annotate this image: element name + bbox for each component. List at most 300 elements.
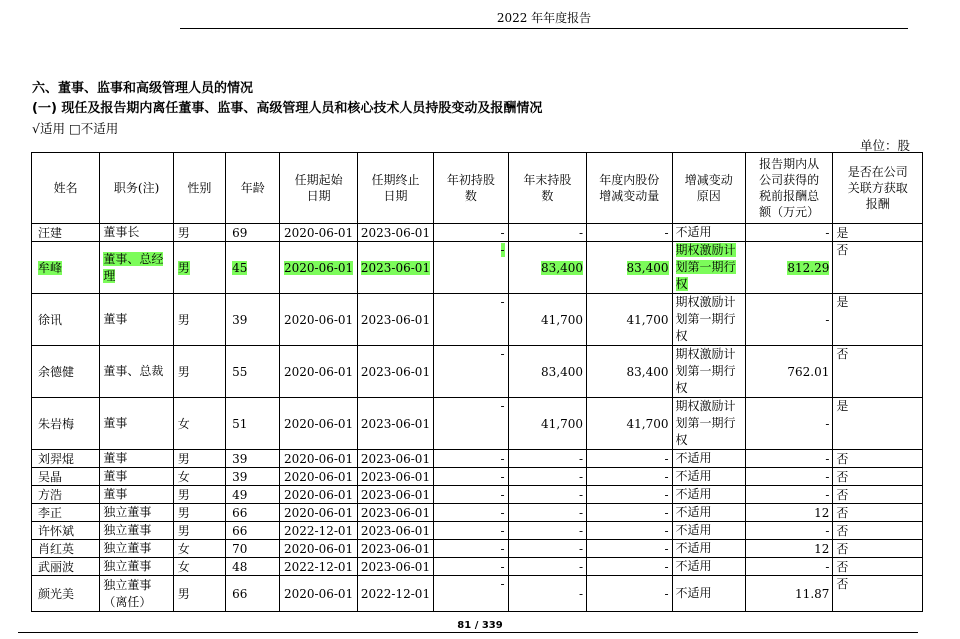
cell-text: 男 xyxy=(177,505,190,520)
compensation-cell xyxy=(745,468,832,486)
cell-text: - xyxy=(578,451,584,466)
cell-text: - xyxy=(578,523,584,538)
closing-shares-cell xyxy=(508,398,586,450)
related-party-cell xyxy=(833,540,923,558)
end-date-cell xyxy=(357,468,433,486)
change-reason-cell xyxy=(672,224,745,242)
related-party-cell xyxy=(833,468,923,486)
cell-text: 不适用 xyxy=(675,586,712,600)
cell-text: 否 xyxy=(836,559,849,574)
cell-text: 是 xyxy=(836,295,849,309)
cell-text: 不适用 xyxy=(675,451,712,465)
cell-text: 41,700 xyxy=(541,312,584,327)
opening-shares-cell xyxy=(434,242,508,294)
position-cell xyxy=(100,522,173,540)
cell-text: 董事 xyxy=(103,487,128,501)
change-reason-cell xyxy=(672,398,745,450)
table-row xyxy=(32,468,923,486)
gender-cell xyxy=(173,398,225,450)
cell-text: - xyxy=(664,505,669,520)
cell-text: - xyxy=(825,416,830,431)
share-change-cell xyxy=(587,504,672,522)
cell-text: 不适用 xyxy=(675,505,712,519)
related-party-cell xyxy=(833,486,923,504)
cell-text: 董事 xyxy=(103,451,128,465)
cell-text: 812.29 xyxy=(787,260,830,275)
cell-text: 83,400 xyxy=(626,364,669,379)
start-date-cell xyxy=(280,242,357,294)
compensation-cell xyxy=(745,522,832,540)
cell-text: 2020-06-01 xyxy=(283,416,354,431)
cell-text: 39 xyxy=(232,451,248,466)
cell-text: 否 xyxy=(836,505,849,520)
table-row xyxy=(32,294,923,346)
cell-text: 2022-12-01 xyxy=(360,586,431,601)
cell-text: - xyxy=(825,487,830,502)
cell-text: - xyxy=(578,469,584,484)
cell-text: 否 xyxy=(836,541,849,556)
cell-text: - xyxy=(500,559,505,574)
cell-text: 刘羿焜 xyxy=(38,451,75,466)
cell-text: 2020-06-01 xyxy=(283,586,354,601)
gender-cell xyxy=(173,576,225,612)
related-party-cell xyxy=(833,504,923,522)
cell-text: 41,700 xyxy=(626,312,669,327)
opening-shares-cell xyxy=(434,486,508,504)
cell-text: 男 xyxy=(177,451,190,466)
closing-shares-cell xyxy=(508,540,586,558)
cell-text: - xyxy=(825,451,830,466)
cell-text: 许怀斌 xyxy=(38,523,75,538)
name-cell xyxy=(32,558,100,576)
end-date-cell xyxy=(357,558,433,576)
header-cell: 性别 xyxy=(173,153,225,224)
cell-text: 69 xyxy=(232,225,248,240)
cell-text: - xyxy=(500,451,505,466)
cell-text: 2023-06-01 xyxy=(360,559,431,574)
cell-text: 徐讯 xyxy=(38,312,63,327)
opening-shares-cell xyxy=(434,398,508,450)
cell-text: 男 xyxy=(177,523,190,538)
cell-text: - xyxy=(500,541,505,556)
cell-text: - xyxy=(825,469,830,484)
cell-text: 董事、总裁 xyxy=(103,364,164,378)
share-change-cell xyxy=(587,346,672,398)
cell-text: 是 xyxy=(836,225,849,240)
closing-shares-cell xyxy=(508,450,586,468)
cell-text: 2022-12-01 xyxy=(283,559,354,574)
change-reason-cell xyxy=(672,450,745,468)
cell-text: 独立董事 xyxy=(103,505,152,519)
closing-shares-cell xyxy=(508,504,586,522)
table-row xyxy=(32,450,923,468)
cell-text: 不适用 xyxy=(675,469,712,483)
header-cell: 姓名 xyxy=(32,153,100,224)
share-change-cell xyxy=(587,450,672,468)
cell-text: - xyxy=(578,225,584,240)
table-row xyxy=(32,558,923,576)
cell-text: - xyxy=(825,225,830,240)
header-cell: 年初持股 数 xyxy=(434,153,508,224)
cell-text: 11.87 xyxy=(795,586,830,601)
cell-text: - xyxy=(578,541,584,556)
cell-text: 45 xyxy=(232,260,248,275)
applicability-note: √适用 □不适用 xyxy=(32,121,119,136)
header-cell: 职务(注) xyxy=(100,153,173,224)
cell-text: 55 xyxy=(232,364,248,379)
cell-text: 2023-06-01 xyxy=(360,416,431,431)
opening-shares-cell xyxy=(434,450,508,468)
age-cell xyxy=(226,486,280,504)
start-date-cell xyxy=(280,398,357,450)
cell-text: 董事 xyxy=(103,469,128,483)
compensation-cell xyxy=(745,224,832,242)
cell-text: 66 xyxy=(232,505,248,520)
cell-text: 2023-06-01 xyxy=(360,225,431,240)
position-cell xyxy=(100,294,173,346)
cell-text: 51 xyxy=(232,416,248,431)
header-cell: 任期起始 日期 xyxy=(280,153,357,224)
cell-text: 2023-06-01 xyxy=(360,469,431,484)
age-cell xyxy=(226,504,280,522)
cell-text: 48 xyxy=(232,559,248,574)
position-cell xyxy=(100,224,173,242)
closing-shares-cell xyxy=(508,468,586,486)
cell-text: 独立董事 xyxy=(103,541,152,555)
name-cell xyxy=(32,522,100,540)
cell-text: 2023-06-01 xyxy=(360,487,431,502)
closing-shares-cell xyxy=(508,294,586,346)
gender-cell xyxy=(173,242,225,294)
unit-label: 单位：股 xyxy=(859,138,910,153)
name-cell xyxy=(32,346,100,398)
cell-text: 2022-12-01 xyxy=(283,523,354,538)
cell-text: 董事 xyxy=(103,312,128,326)
section-heading: 六、董事、监事和高级管理人员的情况 xyxy=(32,81,254,96)
cell-text: 66 xyxy=(232,523,248,538)
cell-text: - xyxy=(664,523,669,538)
end-date-cell xyxy=(357,522,433,540)
gender-cell xyxy=(173,558,225,576)
compensation-cell xyxy=(745,504,832,522)
end-date-cell xyxy=(357,576,433,612)
closing-shares-cell xyxy=(508,486,586,504)
cell-text: 2020-06-01 xyxy=(283,364,354,379)
gender-cell xyxy=(173,522,225,540)
cell-text: 牟峰 xyxy=(38,260,63,275)
cell-text: 否 xyxy=(836,451,849,466)
end-date-cell xyxy=(357,346,433,398)
cell-text: 2020-06-01 xyxy=(283,505,354,520)
age-cell xyxy=(226,346,280,398)
cell-text: - xyxy=(664,225,669,240)
cell-text: 颜光美 xyxy=(38,586,75,601)
end-date-cell xyxy=(357,504,433,522)
table-row xyxy=(32,576,923,612)
cell-text: 李正 xyxy=(38,505,63,520)
shareholding-table xyxy=(31,152,923,612)
related-party-cell xyxy=(833,294,923,346)
end-date-cell xyxy=(357,540,433,558)
change-reason-cell xyxy=(672,486,745,504)
header-cell: 增减变动 原因 xyxy=(672,153,745,224)
related-party-cell xyxy=(833,346,923,398)
compensation-cell xyxy=(745,558,832,576)
opening-shares-cell xyxy=(434,576,508,612)
related-party-cell xyxy=(833,558,923,576)
table-header-row xyxy=(32,153,923,224)
cell-text: 男 xyxy=(177,260,190,275)
cell-text: 是 xyxy=(836,399,849,413)
cell-text: 12 xyxy=(814,505,830,520)
compensation-cell xyxy=(745,486,832,504)
table-row xyxy=(32,398,923,450)
cell-text: - xyxy=(578,586,584,601)
start-date-cell xyxy=(280,468,357,486)
cell-text: 期权激励计划第一期行权 xyxy=(675,295,736,343)
table-row xyxy=(32,346,923,398)
change-reason-cell xyxy=(672,522,745,540)
cell-text: - xyxy=(825,312,830,327)
cell-text: 肖红英 xyxy=(38,541,75,556)
name-cell xyxy=(32,294,100,346)
header-cell: 年末持股 数 xyxy=(508,153,586,224)
cell-text: - xyxy=(664,451,669,466)
cell-text: 否 xyxy=(836,243,849,257)
cell-text: - xyxy=(664,559,669,574)
start-date-cell xyxy=(280,294,357,346)
cell-text: 男 xyxy=(177,487,190,502)
closing-shares-cell xyxy=(508,242,586,294)
cell-text: 期权激励计划第一期行权 xyxy=(675,399,736,447)
cell-text: 否 xyxy=(836,469,849,484)
cell-text: 2023-06-01 xyxy=(360,312,431,327)
cell-text: 期权激励计划第一期行权 xyxy=(675,347,736,395)
cell-text: - xyxy=(500,505,505,520)
closing-shares-cell xyxy=(508,558,586,576)
compensation-cell xyxy=(745,540,832,558)
start-date-cell xyxy=(280,576,357,612)
cell-text: 女 xyxy=(177,541,190,556)
closing-shares-cell xyxy=(508,576,586,612)
cell-text: - xyxy=(664,586,669,601)
age-cell xyxy=(226,558,280,576)
header-cell: 任期终止 日期 xyxy=(357,153,433,224)
cell-text: 83,400 xyxy=(541,364,584,379)
cell-text: - xyxy=(825,523,830,538)
cell-text: 70 xyxy=(232,541,248,556)
cell-text: - xyxy=(500,225,505,240)
start-date-cell xyxy=(280,522,357,540)
cell-text: - xyxy=(578,505,584,520)
compensation-cell xyxy=(745,294,832,346)
cell-text: 2023-06-01 xyxy=(360,523,431,538)
share-change-cell xyxy=(587,540,672,558)
cell-text: 女 xyxy=(177,416,190,431)
share-change-cell xyxy=(587,468,672,486)
cell-text: 不适用 xyxy=(675,523,712,537)
cell-text: 2023-06-01 xyxy=(360,505,431,520)
change-reason-cell xyxy=(672,558,745,576)
change-reason-cell xyxy=(672,468,745,486)
cell-text: 否 xyxy=(836,347,849,361)
cell-text: 2023-06-01 xyxy=(360,541,431,556)
compensation-cell xyxy=(745,346,832,398)
position-cell xyxy=(100,540,173,558)
cell-text: 男 xyxy=(177,312,190,327)
cell-text: 2020-06-01 xyxy=(283,225,354,240)
gender-cell xyxy=(173,450,225,468)
gender-cell xyxy=(173,540,225,558)
name-cell xyxy=(32,576,100,612)
start-date-cell xyxy=(280,450,357,468)
opening-shares-cell xyxy=(434,346,508,398)
cell-text: - xyxy=(500,399,505,413)
position-cell xyxy=(100,346,173,398)
table-row xyxy=(32,224,923,242)
age-cell xyxy=(226,294,280,346)
start-date-cell xyxy=(280,540,357,558)
cell-text: 不适用 xyxy=(675,541,712,555)
cell-text: 董事长 xyxy=(103,225,140,239)
cell-text: 41,700 xyxy=(626,416,669,431)
footer-divider xyxy=(18,632,918,633)
age-cell xyxy=(226,468,280,486)
related-party-cell xyxy=(833,398,923,450)
cell-text: 男 xyxy=(177,225,190,240)
cell-text: 66 xyxy=(232,586,248,601)
name-cell xyxy=(32,398,100,450)
related-party-cell xyxy=(833,450,923,468)
start-date-cell xyxy=(280,224,357,242)
page-number: 81 / 339 xyxy=(457,620,503,631)
header-cell: 报告期内从 公司获得的 税前报酬总 额（万元） xyxy=(745,153,832,224)
cell-text: - xyxy=(500,577,505,591)
cell-text: - xyxy=(500,347,505,361)
cell-text: - xyxy=(500,487,505,502)
cell-text: 83,400 xyxy=(541,260,584,275)
name-cell xyxy=(32,540,100,558)
cell-text: - xyxy=(664,541,669,556)
cell-text: 2020-06-01 xyxy=(283,469,354,484)
cell-text: 董事 xyxy=(103,416,128,430)
change-reason-cell xyxy=(672,242,745,294)
opening-shares-cell xyxy=(434,522,508,540)
cell-text: 否 xyxy=(836,577,849,591)
position-cell xyxy=(100,558,173,576)
opening-shares-cell xyxy=(434,294,508,346)
name-cell xyxy=(32,224,100,242)
end-date-cell xyxy=(357,450,433,468)
page-header xyxy=(180,0,908,29)
position-cell xyxy=(100,504,173,522)
opening-shares-cell xyxy=(434,558,508,576)
cell-text: - xyxy=(578,487,584,502)
cell-text: - xyxy=(500,295,505,309)
cell-text: 董事、总经理 xyxy=(103,251,164,283)
opening-shares-cell xyxy=(434,224,508,242)
related-party-cell xyxy=(833,522,923,540)
header-cell: 年龄 xyxy=(226,153,280,224)
table-row xyxy=(32,540,923,558)
cell-text: 39 xyxy=(232,469,248,484)
cell-text: - xyxy=(500,243,505,257)
share-change-cell xyxy=(587,576,672,612)
end-date-cell xyxy=(357,224,433,242)
age-cell xyxy=(226,576,280,612)
name-cell xyxy=(32,450,100,468)
name-cell xyxy=(32,486,100,504)
age-cell xyxy=(226,450,280,468)
age-cell xyxy=(226,242,280,294)
change-reason-cell xyxy=(672,294,745,346)
cell-text: 2020-06-01 xyxy=(283,451,354,466)
related-party-cell xyxy=(833,576,923,612)
change-reason-cell xyxy=(672,540,745,558)
cell-text: - xyxy=(500,469,505,484)
cell-text: 女 xyxy=(177,559,190,574)
closing-shares-cell xyxy=(508,224,586,242)
start-date-cell xyxy=(280,558,357,576)
position-cell xyxy=(100,398,173,450)
compensation-cell xyxy=(745,242,832,294)
cell-text: - xyxy=(500,523,505,538)
cell-text: 12 xyxy=(814,541,830,556)
name-cell xyxy=(32,468,100,486)
share-change-cell xyxy=(587,558,672,576)
closing-shares-cell xyxy=(508,522,586,540)
header-cell: 年度内股份 增减变动量 xyxy=(587,153,672,224)
compensation-cell xyxy=(745,576,832,612)
change-reason-cell xyxy=(672,576,745,612)
cell-text: 41,700 xyxy=(541,416,584,431)
cell-text: 2023-06-01 xyxy=(360,260,431,275)
cell-text: - xyxy=(664,469,669,484)
start-date-cell xyxy=(280,486,357,504)
cell-text: 独立董事（离任） xyxy=(103,577,152,609)
share-change-cell xyxy=(587,294,672,346)
cell-text: 男 xyxy=(177,364,190,379)
cell-text: 2020-06-01 xyxy=(283,541,354,556)
opening-shares-cell xyxy=(434,504,508,522)
position-cell xyxy=(100,468,173,486)
cell-text: 39 xyxy=(232,312,248,327)
header-cell: 是否在公司 关联方获取 报酬 xyxy=(833,153,923,224)
cell-text: 2020-06-01 xyxy=(283,260,354,275)
cell-text: 朱岩梅 xyxy=(38,416,75,431)
cell-text: 2020-06-01 xyxy=(283,312,354,327)
cell-text: - xyxy=(578,559,584,574)
position-cell xyxy=(100,486,173,504)
cell-text: 不适用 xyxy=(675,487,712,501)
closing-shares-cell xyxy=(508,346,586,398)
gender-cell xyxy=(173,294,225,346)
gender-cell xyxy=(173,504,225,522)
opening-shares-cell xyxy=(434,540,508,558)
share-change-cell xyxy=(587,242,672,294)
cell-text: 否 xyxy=(836,487,849,502)
gender-cell xyxy=(173,224,225,242)
table-row xyxy=(32,486,923,504)
position-cell xyxy=(100,242,173,294)
age-cell xyxy=(226,224,280,242)
cell-text: - xyxy=(825,559,830,574)
share-change-cell xyxy=(587,486,672,504)
name-cell xyxy=(32,242,100,294)
age-cell xyxy=(226,398,280,450)
cell-text: 方浩 xyxy=(38,487,63,502)
related-party-cell xyxy=(833,242,923,294)
